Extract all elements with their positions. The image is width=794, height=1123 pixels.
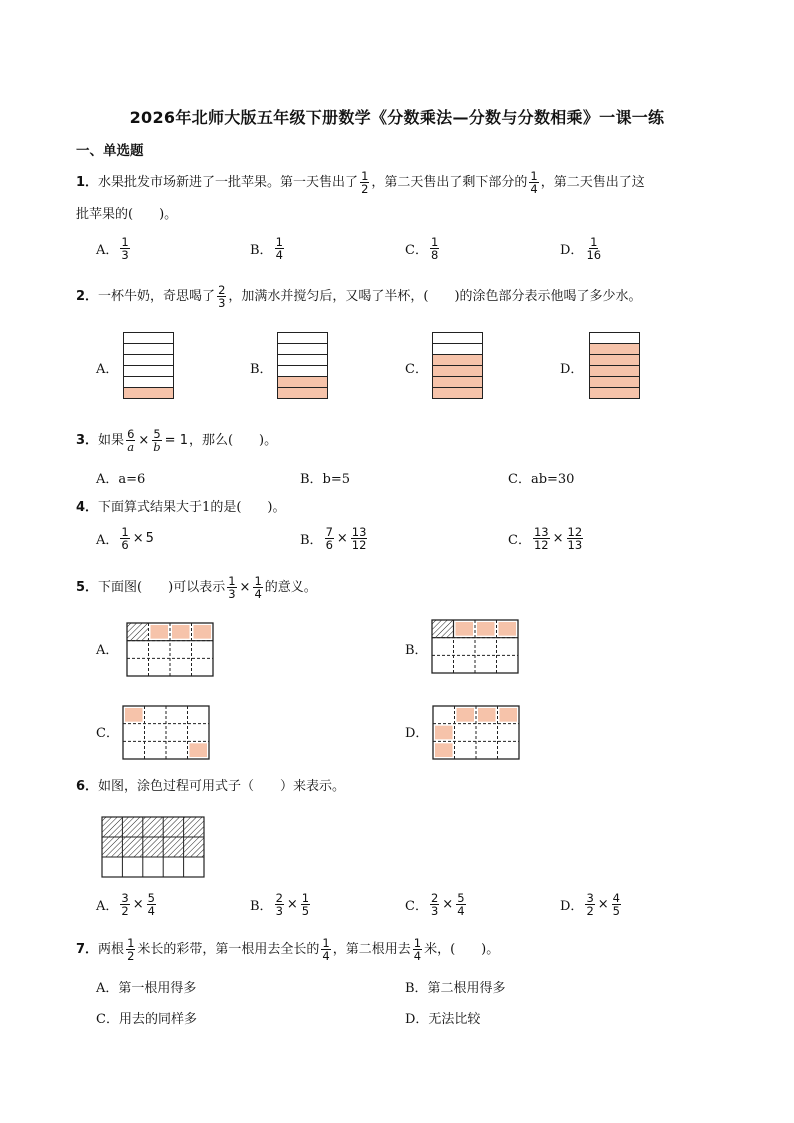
shaded-cell [499, 622, 517, 636]
shaded-cell [457, 708, 475, 722]
shaded-cell [172, 625, 190, 639]
fraction: $\frac{1}{4}$ [254, 574, 262, 601]
cup-diagram-b [277, 332, 329, 402]
question-text: 水果批发市场新进了一批苹果。第一天售出了 [98, 175, 359, 190]
option-c[interactable]: C． $\frac{1}{8}$ [405, 235, 439, 262]
shaded-cell [478, 708, 496, 722]
cup-segment [433, 377, 483, 388]
question-1-line-2: 批苹果的( )。 [76, 207, 178, 222]
fraction: $\frac{2}{3}$ [218, 283, 226, 310]
cup-segment [124, 388, 174, 399]
shading-diagram [101, 816, 205, 878]
cup-segment [278, 355, 328, 366]
option-b[interactable]: B． $\frac{7}{6}$ × $\frac{13}{12}$ [300, 525, 367, 552]
cup-segment [278, 333, 328, 344]
cup-segment [124, 344, 174, 355]
cup-segment [433, 366, 483, 377]
question-7: 7．两根 $\frac{1}{2}$ 米长的彩带，第一根用去全长的 $\frac{1}{4}$ ，第二根用去 $\frac{1}{4}$ 米，( )。 [76, 936, 500, 963]
fraction: $\frac{1}{4}$ [322, 936, 330, 963]
option-b[interactable]: B． [250, 362, 273, 377]
option-a[interactable]: A． [96, 362, 119, 377]
option-c[interactable]: C．用去的同样多 [96, 1012, 197, 1027]
cup-segment [590, 366, 640, 377]
cup-segment [590, 344, 640, 355]
cup-diagram-a [123, 332, 175, 402]
option-d[interactable]: D． $\frac{3}{2}$ × $\frac{4}{5}$ [560, 891, 620, 918]
cup-diagram-c [432, 332, 484, 402]
cup-segment [590, 388, 640, 399]
question-number: 1． [76, 175, 99, 190]
fraction: $\frac{6}{a}$ [127, 427, 135, 454]
cup-segment [278, 344, 328, 355]
cup-segment [278, 388, 328, 399]
option-c[interactable]: C．ab=30 [508, 472, 575, 487]
shaded-cell [194, 625, 212, 639]
shaded-cell [435, 743, 453, 757]
fraction: $\frac{1}{2}$ [361, 169, 369, 196]
question-text: ，第二天售出了剩下部分的 [371, 175, 528, 190]
cup-diagram-d [589, 332, 641, 402]
shaded-cell [190, 743, 208, 757]
grid-diagram-d [432, 705, 522, 760]
option-d[interactable]: D． [405, 726, 429, 741]
option-a[interactable]: A． $\frac{1}{6}$ × 5 [96, 525, 154, 552]
option-a[interactable]: A． [96, 643, 119, 658]
cup-segment [124, 366, 174, 377]
question-text: ，第二天售出了这 [540, 175, 645, 190]
question-4: 4．下面算式结果大于1的是( )。 [76, 500, 286, 515]
question-1 [76, 170, 645, 195]
cup-segment [124, 377, 174, 388]
grid-diagram-b [431, 619, 521, 674]
question-3: 3．如果 $\frac{6}{a}$ × $\frac{5}{b}$ = 1，那么( )。 [76, 427, 278, 454]
shaded-cell [125, 708, 143, 722]
grid-diagram-c [122, 705, 212, 760]
option-b[interactable]: B． [405, 643, 428, 658]
question-5: 5．下面图( )可以表示 $\frac{1}{3}$ × $\frac{1}{4}$ 的意义。 [76, 574, 317, 601]
cup-segment [433, 333, 483, 344]
fraction: $\frac{1}{4}$ [530, 169, 538, 196]
question-6: 6．如图，涂色过程可用式子（ ）来表示。 [76, 779, 346, 794]
cup-segment [590, 333, 640, 344]
option-d[interactable]: D． $\frac{1}{16}$ [560, 235, 602, 262]
cup-segment [433, 344, 483, 355]
cup-segment [590, 355, 640, 366]
cup-segment [278, 366, 328, 377]
fraction: $\frac{5}{b}$ [153, 427, 161, 454]
hatched-cell [127, 623, 149, 641]
section-heading: 一、单选题 [76, 143, 144, 159]
shaded-cell [435, 726, 453, 740]
grid-diagram-a [126, 622, 214, 677]
option-d[interactable]: D． [560, 362, 584, 377]
cup-segment [124, 333, 174, 344]
cup-segment [590, 377, 640, 388]
option-a[interactable]: A．a=6 [96, 472, 146, 487]
cup-segment [278, 377, 328, 388]
shaded-cell [151, 625, 169, 639]
option-b[interactable]: B．b=5 [300, 472, 351, 487]
option-b[interactable]: B．第二根用得多 [405, 981, 506, 996]
option-c[interactable]: C． $\frac{13}{12}$ × $\frac{12}{13}$ [508, 525, 583, 552]
option-d[interactable]: D．无法比较 [405, 1012, 481, 1027]
fraction: $\frac{1}{4}$ [413, 936, 422, 963]
option-b[interactable]: B． $\frac{1}{4}$ [250, 235, 283, 262]
shaded-cell [456, 622, 474, 636]
fraction: $\frac{1}{2}$ [127, 936, 135, 963]
option-a[interactable]: A． $\frac{3}{2}$ × $\frac{5}{4}$ [96, 891, 155, 918]
cup-segment [124, 355, 174, 366]
option-c[interactable]: C． [96, 726, 119, 741]
document-title: 2026年北师大版五年级下册数学《分数乘法—分数与分数相乘》一课一练 [129, 108, 665, 127]
question-2: 2．一杯牛奶，奇思喝了 $\frac{2}{3}$ ，加满水并搅匀后，又喝了半杯，( )的涂色部分表示他喝了多少水。 [76, 283, 642, 310]
cup-segment [433, 388, 483, 399]
option-a[interactable]: A． $\frac{1}{3}$ [96, 235, 129, 262]
option-c[interactable]: C． [405, 362, 428, 377]
hatched-cell [432, 620, 454, 638]
option-b[interactable]: B． $\frac{2}{3}$ × $\frac{1}{5}$ [250, 891, 310, 918]
option-a[interactable]: A．第一根用得多 [96, 981, 197, 996]
shaded-cell [500, 708, 518, 722]
option-c[interactable]: C． $\frac{2}{3}$ × $\frac{5}{4}$ [405, 891, 465, 918]
fraction: $\frac{1}{3}$ [228, 574, 236, 601]
shaded-cell [477, 622, 495, 636]
cup-segment [433, 355, 483, 366]
